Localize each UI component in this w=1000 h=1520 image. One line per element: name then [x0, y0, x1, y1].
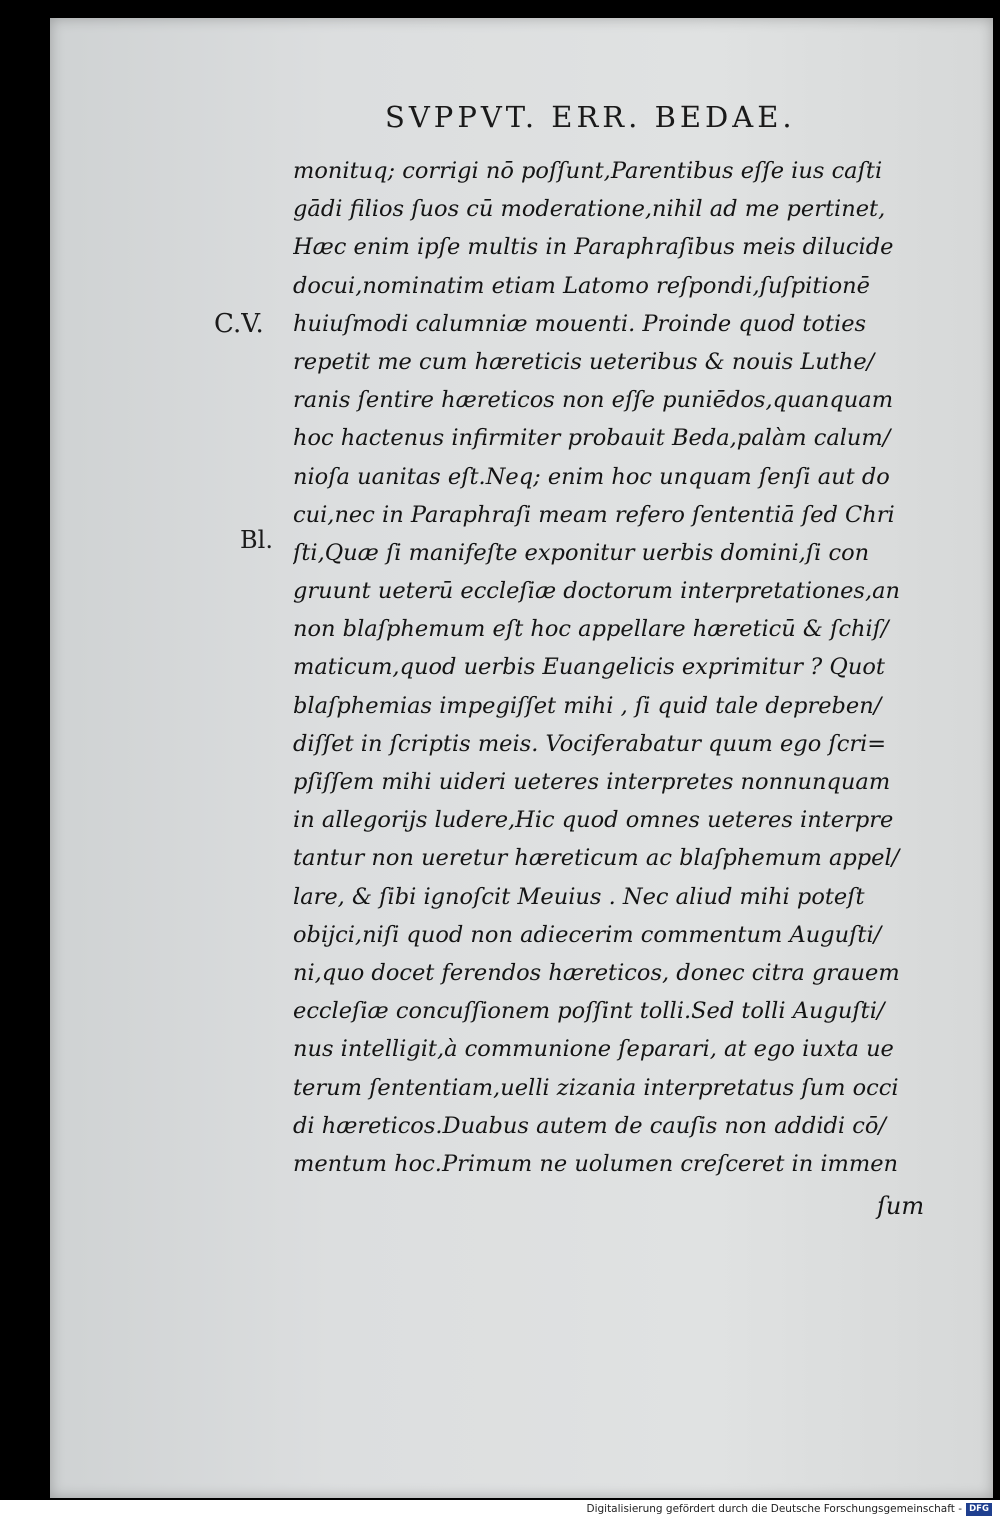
text-line: repetit me cum hæreticis ueteribus & nouis Luthe/	[293, 348, 875, 375]
text-line: Hæc enim ipſe multis in Paraphraſibus meis dilucide	[293, 234, 894, 261]
text-line: blaſphemias impegiſſet mihi , ſi quid tale depreben/	[293, 692, 882, 719]
text-line: cui,nec in Paraphraſi meam refero ſententiā ſed Chri	[293, 501, 895, 528]
text-line: tantur non ueretur hæreticum ac blaſphemum appel/	[293, 845, 900, 872]
text-line: diſſet in ſcriptis meis. Vociferabatur quum ego ſcri=	[293, 730, 887, 757]
text-line: ni,quo docet ferendos hæreticos, donec citra grauem	[293, 959, 900, 986]
text-line: di hæreticos.Duabus autem de cauſis non addidi cō/	[293, 1112, 887, 1139]
running-head: SVPPVT. ERR. BEDAE.	[385, 100, 796, 134]
text-line: mentum hoc.Primum ne uolumen creſceret in immen	[293, 1150, 899, 1177]
margin-note-bl: Bl.	[240, 526, 273, 554]
text-line: maticum,quod uerbis Euangelicis exprimitur ? Quot	[293, 654, 885, 681]
text-line: terum ſententiam,uelli zizania interpretatus ſum occi	[293, 1074, 899, 1101]
text-line: in allegorijs ludere,Hic quod omnes ueteres interpre	[293, 807, 894, 834]
catchword: ſum	[877, 1192, 925, 1220]
text-line: gruunt ueterū eccleſiæ doctorum interpretationes,an	[293, 578, 901, 605]
text-line: nus intelligit,à communione ſeparari, at ego iuxta ue	[293, 1036, 894, 1063]
footer-credit-text: Digitalisierung gefördert durch die Deutsche Forschungsgemeinschaft -	[586, 1503, 962, 1515]
text-line: eccleſiæ concuſſionem poſſint tolli.Sed tolli Auguſti/	[293, 998, 885, 1025]
text-line: obijci,niſi quod non adiecerim commentum Auguſti/	[293, 921, 882, 948]
text-line: pſiſſem mihi uideri ueteres interpretes nonnunquam	[293, 769, 891, 795]
text-line: hoc hactenus infirmiter probauit Beda,palàm calum/	[293, 425, 891, 452]
text-line: lare, & ſibi ignoſcit Meuius . Nec aliud mihi poteſt	[293, 883, 865, 910]
text-line: ranis ſentire hæreticos non eſſe puniēdos,quanquam	[293, 387, 894, 414]
text-line: non blaſphemum eſt hoc appellare hæreticū & ſchiſ/	[293, 616, 889, 643]
dfg-logo-icon[interactable]: DFG	[966, 1503, 992, 1516]
text-line: nioſa uanitas eſt.Neq; enim hoc unquam ſenſi aut do	[293, 463, 890, 490]
text-line: ſti,Quæ ſi manifeſte exponitur uerbis domini,ſi con	[293, 539, 870, 566]
text-line: gādi filios ſuos cū moderatione,nihil ad me pertinet,	[293, 196, 886, 223]
text-line: huiuſmodi calumniæ mouenti. Proinde quod toties	[293, 310, 867, 337]
digitization-footer	[0, 1500, 1000, 1520]
margin-note-cv: C.V.	[214, 309, 264, 339]
text-line: monituq; corrigi nō poſſunt,Parentibus eſſe ius caſti	[293, 158, 883, 184]
text-line: docui,nominatim etiam Latomo reſpondi,ſuſpitionē	[293, 272, 870, 299]
main-text-block	[293, 152, 938, 1183]
